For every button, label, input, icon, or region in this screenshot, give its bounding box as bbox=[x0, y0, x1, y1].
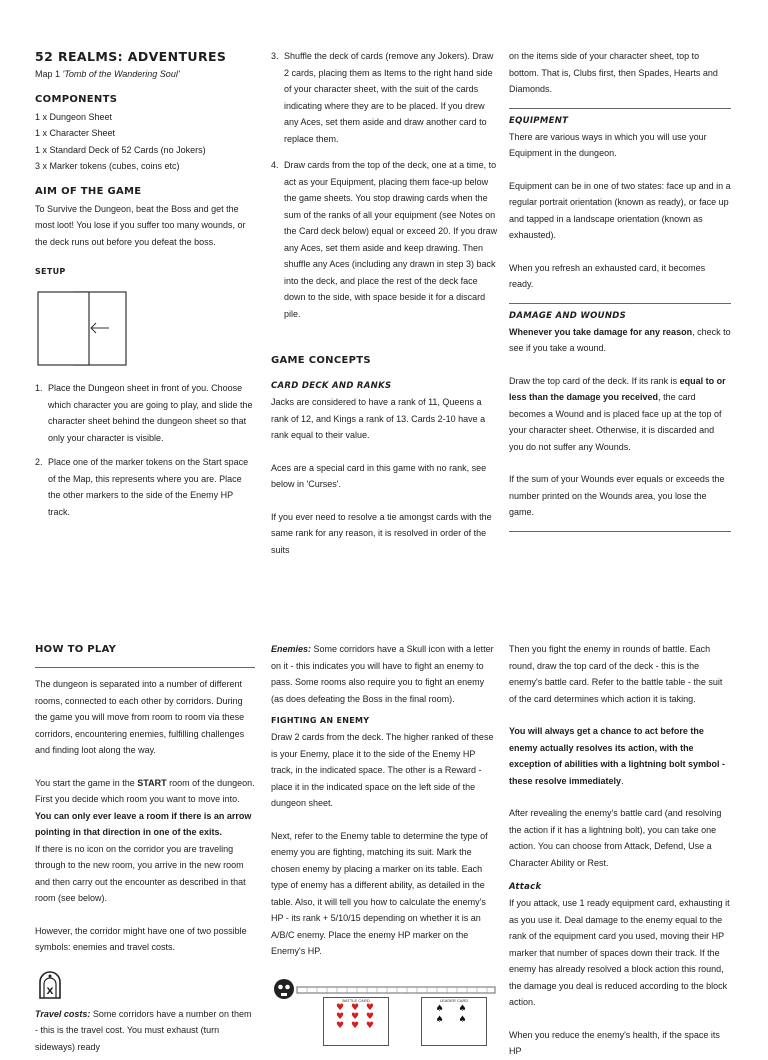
enemy-track-illustration bbox=[271, 974, 499, 1044]
component-item: 3 x Marker tokens (cubes, coins etc) bbox=[35, 161, 180, 171]
column-1-top bbox=[35, 48, 255, 520]
travel-cost-paragraph: Travel costs: Some corridors have a number on them - this is the travel cost. You must exhaust (turn sideways) ready bbox=[35, 1008, 252, 1052]
component-item: 1 x Character Sheet bbox=[35, 128, 116, 138]
how-to-play-paragraph: However, the corridor might have one of two possible symbols: enemies and travel costs. bbox=[35, 925, 247, 952]
setup-step: 2. Place one of the marker tokens on the Start space of the Map, this represents where you are. Place the other markers to the side of the Enemy HP track. bbox=[35, 457, 249, 517]
map-line: Map 1 'Tomb of the Wandering Soul' bbox=[35, 69, 180, 79]
fighting-paragraph: Next, refer to the Enemy table to determine the type of enemy you are fighting, matching its suit. Mark the chosen enemy by placing a marker on its table. Each type of enemy has a different ability, as detailed in the table. Also, it will tell you how to calculate the enemy's HP - its rank + 5/10/15 depending on whether it is an A/B/C enemy. Place the enemy HP marker on the Enemy's HP. bbox=[271, 830, 488, 956]
battle-paragraph-bold: You will always get a chance to act before the enemy actually resolves its action, with the exception of abilities with a lightning bolt symbol - these resolve immediately. bbox=[509, 726, 726, 786]
suits-order-text: on the items side of your character sheet, top to bottom. That is, Clubs first, then Spades, Hearts and Diamonds. bbox=[509, 51, 718, 94]
divider bbox=[509, 531, 731, 532]
setup-steps bbox=[35, 380, 255, 520]
attack-heading: Attack bbox=[509, 882, 542, 892]
fighting-paragraph: Draw 2 cards from the deck. The higher ranked of these is your Enemy, place it to the side of the Enemy HP track, in the indicated space. The other is a Reward - place it in the indicated space on the left side of the dungeon sheet. bbox=[271, 732, 494, 808]
damage-paragraph: Draw the top card of the deck. If its rank is equal to or less than the damage you received, the card becomes a Wound and is placed face up at the top of your character sheet. Otherwise, it is discarded and you do not suffer any Wounds. bbox=[509, 375, 726, 452]
attack-paragraph: When you reduce the enemy's health, if the space its HP bbox=[509, 1029, 720, 1056]
component-item: 1 x Standard Deck of 52 Cards (no Jokers) bbox=[35, 144, 206, 155]
how-to-play-paragraph: If there is no icon on the corridor you are traveling through to the new room, you arrive in the new room and then carry out the encounter as described in that room (see below). bbox=[35, 843, 246, 903]
attack-paragraph: If you attack, use 1 ready equipment card, exhausting it as you use it. Deal damage to the enemy equal to the rank of the equipment card you used, moving their HP marker that number of spaces down their track. If the enemy has already resolved a block action this round, the damage you deal is reduced according to the block action. bbox=[509, 898, 730, 1007]
component-item: 1 x Dungeon Sheet bbox=[35, 111, 113, 122]
damage-paragraph: If the sum of your Wounds ever equals or exceeds the number printed on the Wounds area, you lose the game. bbox=[509, 474, 725, 517]
divider bbox=[35, 667, 255, 668]
battle-paragraph: After revealing the enemy's battle card (and resolving the action if it has a lightning bolt), you can take one action. You can choose from Attack, Defend, Use a Character Ability or Rest. bbox=[509, 808, 722, 868]
deck-paragraph: Jacks are considered to have a rank of 11, Queens a rank of 12, and Kings a rank of 13. Cards 2-10 have a rank equal to their value. bbox=[271, 397, 486, 440]
aim-text: To Survive the Dungeon, beat the Boss and get the most loot! You lose if you suffer too many wounds, or the deck runs out before you defeat the boss. bbox=[35, 203, 246, 247]
leader-card-pips: ♥ ♥ ♥ ♥ ♥ ♥ ♥ ♥ ♥ bbox=[336, 1002, 376, 1031]
equipment-paragraph: There are various ways in which you will use your Equipment in the dungeon. bbox=[509, 131, 707, 158]
setup-step: 3. Shuffle the deck of cards (remove any Jokers). Draw 2 cards, placing them as Items to the right hand side of your character sheet, with the suit of the cards indicating where they are to be placed. If you drew any Aces, set them aside and draw another card to replace them. bbox=[271, 51, 494, 144]
battle-paragraph: Then you fight the enemy in rounds of battle. Each round, draw the top card of the deck - this is the enemy's battle card. Refer to the battle table - the suit of the card determines which action it is taking. bbox=[509, 644, 723, 704]
equipment-paragraph: When you refresh an exhausted card, it becomes ready. bbox=[509, 262, 706, 289]
equipment-paragraph: Equipment can be in one of two states: face up and in a regular portrait orientation (known as ready), or face up and tapped in a landscape orientation (known as exhausted). bbox=[509, 180, 731, 240]
enemies-paragraph: Enemies: Some corridors have a Skull icon with a letter on it - this indicates you will have to fight an enemy to pass. Some rooms also require you to fight an enemy (as does defeating the Boss in the final room). bbox=[271, 644, 494, 704]
document-title: 52 REALMS: ADVENTURES bbox=[35, 49, 227, 64]
damage-paragraph: Whenever you take damage for any reason, check to see if you take a wound. bbox=[509, 326, 731, 353]
damage-heading: DAMAGE AND WOUNDS bbox=[509, 310, 627, 321]
how-to-play-heading: HOW TO PLAY bbox=[35, 644, 117, 655]
deck-heading: CARD DECK AND RANKS bbox=[271, 381, 392, 391]
how-to-play-paragraph: The dungeon is separated into a number of different rooms, connected to each other by corridors. During the game you will move from room to room via these corridors, encountering enemies, fulfilling challenges and finding loot along the way. bbox=[35, 679, 245, 755]
svg-text:X: X bbox=[46, 986, 54, 997]
divider bbox=[509, 108, 731, 109]
column-2-bottom bbox=[271, 641, 499, 1044]
equipment-heading: EQUIPMENT bbox=[509, 115, 569, 126]
column-3-top bbox=[509, 48, 731, 532]
aim-heading: AIM OF THE GAME bbox=[35, 185, 142, 197]
travel-cost-icon bbox=[37, 970, 63, 1000]
setup-steps-continued bbox=[271, 48, 499, 322]
map-name: 'Tomb of the Wandering Soul' bbox=[62, 69, 180, 79]
how-to-play-paragraph: You start the game in the START room of the dungeon. First you decide which room you want to move into. You can only ever leave a room if there is an arrow pointing in that direction in one of the exits. bbox=[35, 777, 255, 837]
divider bbox=[509, 303, 731, 304]
column-2-top bbox=[271, 48, 499, 558]
column-1-bottom bbox=[35, 641, 255, 1055]
battle-card-pips: ♠ ♠ ♠ ♠ bbox=[435, 1003, 473, 1025]
setup-heading: SETUP bbox=[35, 267, 66, 276]
battle-card bbox=[421, 997, 487, 1046]
setup-diagram bbox=[35, 290, 135, 370]
setup-step: 4. Draw cards from the top of the deck, one at a time, to act as your Equipment, placing them face-up below the game sheets. You stop drawing cards when the sum of the ranks of all your equipment (see Notes on the Card deck below) equal or exceed 20. If you draw any Aces, set them aside and keep drawing. Then shuffle any Aces (including any drawn in step 3) back into the deck, and place the rest of the deck face down to the side, with space beside it for a discard pile. bbox=[271, 160, 498, 319]
leader-card-title: BATTLE CARD bbox=[342, 997, 370, 1003]
fighting-heading: FIGHTING AN ENEMY bbox=[271, 716, 370, 725]
battle-card-title: LEADER CARD bbox=[439, 997, 469, 1003]
concepts-heading: GAME CONCEPTS bbox=[271, 355, 371, 366]
deck-paragraph: If you ever need to resolve a tie amongst cards with the same rank for any reason, it is resolved in order of the suits bbox=[271, 511, 492, 555]
setup-step: 1. Place the Dungeon sheet in front of you. Choose which character you are going to play, and slide the character sheet behind the dungeon sheet so that only your character is visible. bbox=[35, 383, 253, 443]
leader-card bbox=[323, 997, 389, 1046]
deck-paragraph: Aces are a special card in this game with no rank, see below in 'Curses'. bbox=[271, 462, 487, 489]
column-3-bottom bbox=[509, 641, 731, 1060]
components-heading: COMPONENTS bbox=[35, 93, 118, 105]
